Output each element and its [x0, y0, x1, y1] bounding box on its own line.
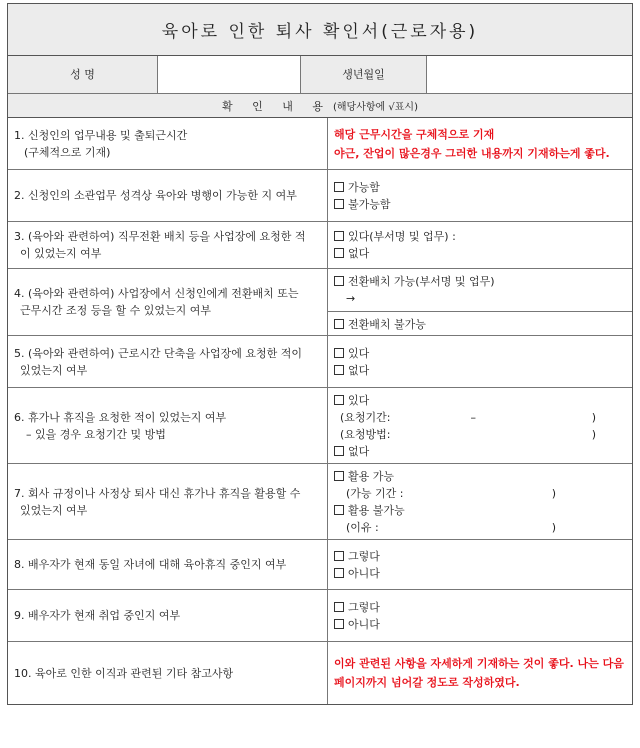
checkbox-icon[interactable]: [334, 602, 344, 612]
checkbox-icon[interactable]: [334, 319, 344, 329]
question-row-9: [8, 590, 632, 642]
option-possible[interactable]: 가능함: [334, 179, 626, 196]
option-no[interactable]: 없다: [334, 443, 626, 460]
request-method-field[interactable]: (요청방법: ): [340, 427, 596, 441]
option-yes[interactable]: 있다(부서명 및 업무) :: [334, 228, 626, 245]
checkbox-icon[interactable]: [334, 365, 344, 375]
question-8: 8. 배우자가 현재 동일 자녀에 대해 육아휴직 중인지 여부: [8, 540, 328, 589]
birthdate-label: 생년월일: [301, 56, 427, 93]
option-transfer-possible[interactable]: 전환배치 가능(부서명 및 업무) →: [328, 269, 632, 311]
question-row-10: [8, 642, 632, 704]
checkbox-icon[interactable]: [334, 568, 344, 578]
question-row-5: [8, 336, 632, 388]
question-9: 9. 배우자가 현재 취업 중인지 여부: [8, 590, 328, 641]
question-1: 1. 신청인의 업무내용 및 출퇴근시간 (구체적으로 기재): [8, 118, 328, 169]
form-title: 육아로 인한 퇴사 확인서(근로자용): [8, 4, 632, 56]
confirm-header-note: (해당사항에 √표시): [333, 102, 418, 113]
question-row-6: [8, 388, 632, 464]
question-row-3: [8, 222, 632, 269]
question-2: 2. 신청인의 소관업무 성격상 육아와 병행이 가능한 지 여부: [8, 170, 328, 221]
question-3: 3. (육아와 관련하여) 직무전환 배치 등을 사업장에 요청한 적 이 있었는지 여부: [8, 222, 328, 268]
question-4: 4. (육아와 관련하여) 사업장에서 신청인에게 전환배치 또는 근무시간 조정 등을 할 수 있었는지 여부: [8, 269, 328, 335]
checkbox-icon[interactable]: [334, 551, 344, 561]
usable-period-field[interactable]: (가능 기간 : ): [346, 486, 556, 500]
option-no[interactable]: 없다: [334, 245, 626, 262]
answer-7: [328, 464, 632, 539]
checkbox-icon[interactable]: [334, 231, 344, 241]
option-no[interactable]: 아니다: [334, 565, 626, 582]
option-yes[interactable]: 그렇다: [334, 599, 626, 616]
answer-1-note-1: 해당 근무시간을 구체적으로 기재: [334, 127, 495, 141]
answer-1-note-2: 야근, 잔업이 많은경우 그러한 내용까지 기재하는게 좋다.: [334, 146, 610, 160]
question-row-8: [8, 540, 632, 590]
answer-10-note: 이와 관련된 사항을 자세하게 기재하는 것이 좋다. 나는 다음페이지까지 넘어갈 정도로 작성하였다.: [334, 657, 624, 689]
confirm-header-title: 확 인 내 용: [222, 99, 331, 113]
reason-field[interactable]: (이유 : ): [346, 520, 556, 534]
checkbox-icon[interactable]: [334, 248, 344, 258]
checkbox-icon[interactable]: [334, 276, 344, 286]
name-row: [8, 56, 632, 94]
option-yes[interactable]: 있다: [334, 345, 626, 362]
checkbox-icon[interactable]: [334, 395, 344, 405]
question-row-2: [8, 170, 632, 222]
question-7: 7. 회사 규정이나 사정상 퇴사 대신 휴가나 휴직을 활용할 수 있었는지 여부: [8, 464, 328, 539]
question-row-4: [8, 269, 632, 336]
answer-4: [328, 269, 632, 335]
answer-6: [328, 388, 632, 463]
option-no[interactable]: 아니다: [334, 616, 626, 633]
checkbox-icon[interactable]: [334, 348, 344, 358]
option-no[interactable]: 없다: [334, 362, 626, 379]
question-row-1: [8, 118, 632, 170]
option-yes[interactable]: 그렇다: [334, 548, 626, 565]
option-transfer-impossible[interactable]: 전환배치 불가능: [328, 311, 632, 335]
name-label: 성 명: [8, 56, 158, 93]
answer-10[interactable]: [328, 642, 632, 704]
option-yes[interactable]: 있다: [334, 392, 626, 409]
birthdate-field[interactable]: [427, 56, 632, 93]
question-5: 5. (육아와 관련하여) 근로시간 단축을 사업장에 요청한 적이 있었는지 여부: [8, 336, 328, 387]
question-10: 10. 육아로 인한 이직과 관련된 기타 참고사항: [8, 642, 328, 704]
answer-2: [328, 170, 632, 221]
checkbox-icon[interactable]: [334, 182, 344, 192]
answer-9: [328, 590, 632, 641]
answer-3: [328, 222, 632, 268]
question-6: 6. 휴가나 휴직을 요청한 적이 있었는지 여부 – 있을 경우 요청기간 및 방법: [8, 388, 328, 463]
option-usable[interactable]: 활용 가능: [334, 468, 626, 485]
checkbox-icon[interactable]: [334, 505, 344, 515]
answer-1[interactable]: [328, 118, 632, 169]
option-impossible[interactable]: 불가능함: [334, 196, 626, 213]
confirmation-form: [7, 3, 633, 705]
confirm-header: [8, 94, 632, 118]
checkbox-icon[interactable]: [334, 446, 344, 456]
checkbox-icon[interactable]: [334, 199, 344, 209]
answer-8: [328, 540, 632, 589]
answer-5: [328, 336, 632, 387]
request-period-field[interactable]: (요청기간: – ): [340, 410, 596, 424]
option-unusable[interactable]: 활용 불가능: [334, 502, 626, 519]
question-row-7: [8, 464, 632, 540]
arrow-icon: →: [346, 292, 356, 305]
checkbox-icon[interactable]: [334, 471, 344, 481]
checkbox-icon[interactable]: [334, 619, 344, 629]
name-field[interactable]: [158, 56, 301, 93]
